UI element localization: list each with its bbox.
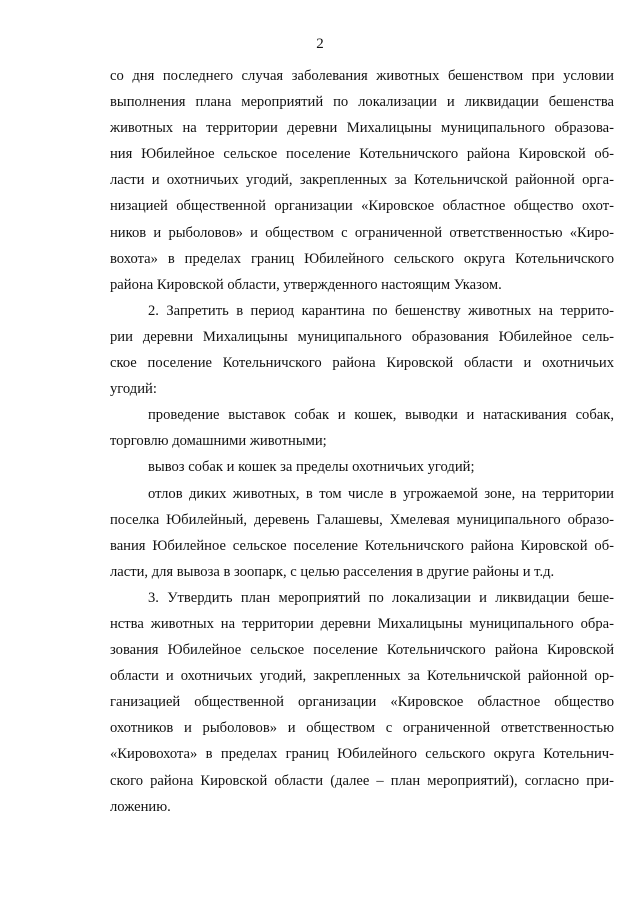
text-line: со дня последнего случая заболевания животных бешенством при условии <box>110 68 614 84</box>
text-line: вывоз собак и кошек за пределы охотничьих угодий; <box>148 459 475 476</box>
text-line: вохота» в пределах границ Юбилейного сельского округа Котельничского <box>110 250 614 267</box>
text-line: охотников и рыболовов» и обществом с ограниченной ответственностью <box>110 720 614 737</box>
text-line: низацией общественной организации «Кировское областное общество охот- <box>110 198 614 215</box>
text-line: рии деревни Михалицыны муниципального образования Юбилейное сель- <box>110 328 614 345</box>
document-body <box>110 63 614 820</box>
text-line: выполнения плана мероприятий по локализации и ликвидации бешенства <box>110 94 614 111</box>
text-line: ганизацией общественной организации «Кировское областное общество <box>110 694 614 711</box>
text-line: поселка Юбилейный, деревень Галашевы, Хмелевая муниципального образо- <box>110 511 614 528</box>
text-line: зования Юбилейное сельское поселение Котельничского района Кировской <box>110 642 614 659</box>
text-line: проведение выставок собак и кошек, выводки и натаскивания собак, <box>148 407 614 424</box>
text-line: отлов диких животных, в том числе в угрожаемой зоне, на территории <box>148 485 614 502</box>
paragraph-1 <box>110 63 614 298</box>
text-line: ласти и охотничьих угодий, закрепленных за Котельничской районной орга- <box>110 172 614 189</box>
text-line: вания Юбилейное сельское поселение Котельничского района Кировской об- <box>110 537 614 554</box>
text-line: 2. Запретить в период карантина по бешенству животных на террито- <box>148 302 614 319</box>
text-line: ласти, для вывоза в зоопарк, с целью расселения в другие районы и т.д. <box>110 563 555 580</box>
list-item <box>110 402 614 454</box>
list-item <box>110 454 614 480</box>
text-line: области и охотничьих угодий, закрепленных за Котельничской районной ор- <box>110 668 614 685</box>
text-line: нства животных на территории деревни Михалицыны муниципального обра- <box>110 615 614 632</box>
text-line: ское поселение Котельничского района Кировской области и охотничьих <box>110 355 614 372</box>
paragraph-2 <box>110 298 614 402</box>
paragraph-3 <box>110 585 614 820</box>
text-line: угодий: <box>110 381 157 398</box>
text-line: района Кировской области, утвержденного настоящим Указом. <box>110 276 502 293</box>
text-line: 3. Утвердить план мероприятий по локализации и ликвидации беше- <box>148 589 614 606</box>
text-line: «Кировохота» в пределах границ Юбилейного сельского округа Котельнич- <box>110 746 614 763</box>
text-line: ского района Кировской области (далее – план мероприятий), согласно при- <box>110 772 614 789</box>
page-number: 2 <box>316 36 324 52</box>
text-line: ложению. <box>110 798 171 815</box>
text-line: животных на территории деревни Михалицыны муниципального образова- <box>110 120 614 137</box>
text-line: торговлю домашними животными; <box>110 433 327 450</box>
text-line: ников и рыболовов» и обществом с ограниченной ответственностью «Киро- <box>110 224 614 241</box>
list-item <box>110 481 614 585</box>
text-line: ния Юбилейное сельское поселение Котельничского района Кировской об- <box>110 146 614 163</box>
